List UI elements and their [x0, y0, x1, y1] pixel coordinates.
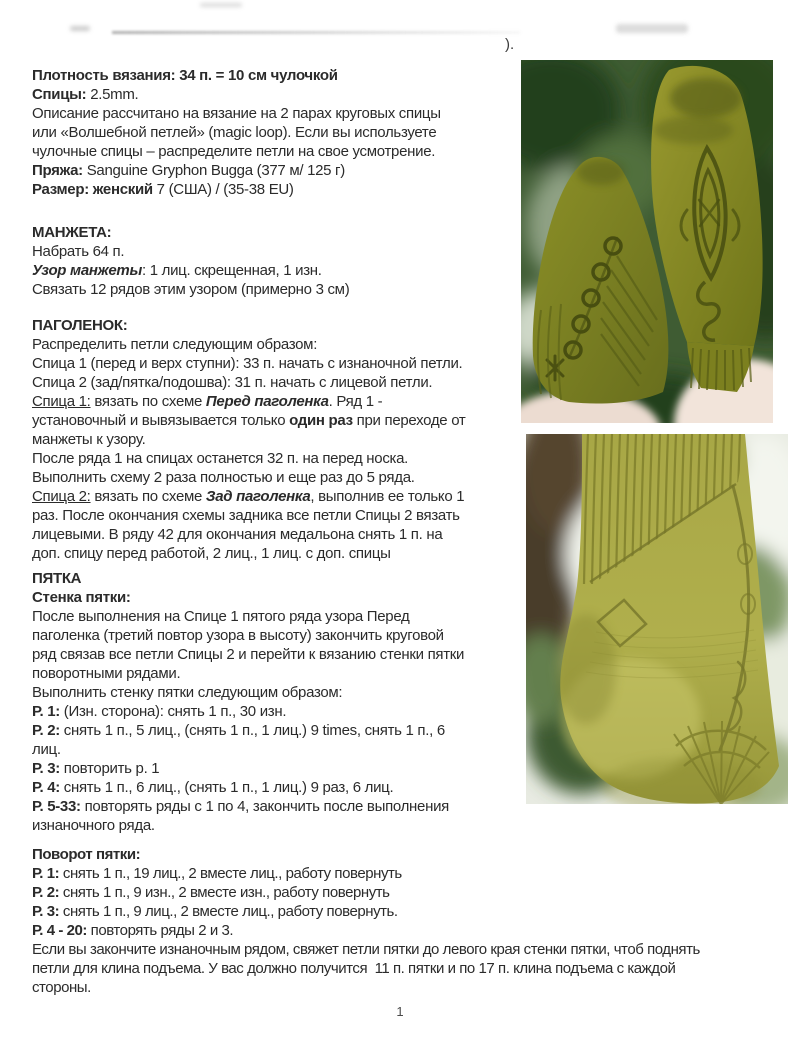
text-run: или «Волшебной петлей» (magic loop). Если вы используете — [32, 124, 437, 141]
text-run: Р. 5-33: — [32, 798, 81, 815]
text-run: повторить р. 1 — [59, 760, 160, 777]
text-run: Р. 3: — [32, 760, 60, 777]
text-run: вязать по схеме — [90, 393, 206, 410]
text-run: Если вы закончите изнаночным рядом, свяжет петли пятки до левого края стенки пятки, чтоб поднять — [32, 941, 700, 958]
text-line — [32, 940, 794, 959]
text-run: Выполнить стенку пятки следующим образом: — [32, 684, 343, 701]
section-heel-turn — [32, 845, 794, 997]
text-run: Зад паголенка — [205, 488, 311, 505]
text-run: Р. 4: — [32, 779, 60, 796]
text-run: снять 1 п., 9 лиц., 2 вместе лиц., работу повернуть. — [59, 903, 398, 920]
text-run: Стенка пятки: — [32, 589, 131, 606]
text-run: снять 1 п., 9 изн., 2 вместе изн., работу повернуть — [59, 884, 390, 901]
text-run: чулочные спицы – распределите петли на свое усмотрение. — [32, 143, 436, 160]
text-run: паголенка (третий повтор узора в высоту) закончить круговой — [32, 627, 444, 644]
text-run: : 1 лиц. скрещенная, 1 изн. — [141, 262, 322, 279]
text-line — [32, 902, 794, 921]
page-number: 1 — [396, 1004, 404, 1019]
text-run: при переходе от — [352, 412, 466, 429]
text-run: изнаночного ряда. — [32, 817, 155, 834]
text-run: доп. спицу перед работой, 2 лиц., 1 лиц. с доп. спицы — [32, 545, 391, 562]
text-line — [32, 845, 794, 864]
text-line — [32, 883, 794, 902]
scan-smudge — [112, 31, 520, 34]
text-run: . Ряд 1 - — [328, 393, 383, 410]
text-run: Спица 1 (перед и верх ступни): 33 п. начать с изнаночной петли. — [32, 355, 463, 372]
text-run: один раз — [289, 412, 353, 429]
text-run: повторять ряды с 1 по 4, закончить после выполнения — [80, 798, 449, 815]
scan-artifact-paren: ). — [505, 36, 515, 53]
text-run: лиц. — [32, 741, 61, 758]
text-line — [32, 959, 794, 978]
text-run: Распределить петли следующим образом: — [32, 336, 318, 353]
text-run: ПАГОЛЕНОК: — [32, 317, 128, 334]
text-run: ПЯТКА — [32, 570, 82, 587]
text-run: вязать по схеме — [90, 488, 206, 505]
text-run: Пряжа: — [32, 162, 83, 179]
socks-pair-photo — [521, 60, 773, 423]
text-run: Р. 3: — [32, 903, 60, 920]
text-run: Спица 1: — [32, 393, 91, 410]
text-run: Размер: женский — [32, 181, 153, 198]
text-line — [32, 921, 794, 940]
heel-sock — [556, 434, 779, 804]
text-run: Перед паголенка — [205, 393, 329, 410]
text-run: раз. После окончания схемы задника все петли Спицы 2 вязать — [32, 507, 460, 524]
text-run: снять 1 п., 5 лиц., (снять 1 п., 1 лиц.) 9 times, снять 1 п., 6 — [59, 722, 445, 739]
text-run: ряд связав все петли Спицы 2 и перейти к вязанию стенки пятки — [32, 646, 465, 663]
text-run: Спицы: — [32, 86, 87, 103]
text-run: Описание рассчитано на вязание на 2 парах круговых спицы — [32, 105, 441, 122]
text-run: лицевыми. В ряду 42 для окончания медальона снять 1 п. на — [32, 526, 443, 543]
text-run: Р. 4 - 20: — [32, 922, 87, 939]
text-run: Выполнить схему 2 раза полностью и еще раз до 5 ряда. — [32, 469, 415, 486]
text-run: Спица 2: — [32, 488, 91, 505]
text-run: поворотными рядами. — [32, 665, 181, 682]
text-run: Р. 2: — [32, 722, 60, 739]
text-run: 7 (США) / (35-38 EU) — [152, 181, 294, 198]
text-run: снять 1 п., 6 лиц., (снять 1 п., 1 лиц.) 9 раз, 6 лиц. — [59, 779, 394, 796]
text-run: Связать 12 рядов этим узором (примерно 3 см) — [32, 281, 350, 298]
text-run: После выполнения на Спице 1 пятого ряда узора Перед — [32, 608, 410, 625]
scan-smudge — [200, 3, 242, 7]
text-line — [32, 816, 794, 835]
text-run: установочный и вывязывается только — [32, 412, 290, 429]
text-run: Sanguine Gryphon Bugga (377 м/ 125 г) — [82, 162, 345, 179]
text-run: Р. 2: — [32, 884, 60, 901]
text-run: Спица 2 (зад/пятка/подошва): 31 п. начать с лицевой петли. — [32, 374, 433, 391]
text-run: Плотность вязания: 34 п. = 10 см чулочкой — [32, 67, 338, 84]
text-run: Узор манжеты — [32, 262, 142, 279]
text-run: (Изн. сторона): снять 1 п., 30 изн. — [59, 703, 287, 720]
scan-smudge — [70, 26, 90, 31]
text-run: повторять ряды 2 и 3. — [86, 922, 234, 939]
text-run: , выполнив ее только 1 — [310, 488, 465, 505]
text-line — [32, 864, 794, 883]
scan-smudge — [616, 24, 688, 33]
text-run: Поворот пятки: — [32, 846, 141, 863]
text-run: 2.5mm. — [86, 86, 139, 103]
text-run: петли для клина подъема. У вас должно получится 11 п. пятки и по 17 п. клина подъема с каждой — [32, 960, 676, 977]
text-run: МАНЖЕТА: — [32, 224, 112, 241]
text-run: Р. 1: — [32, 865, 60, 882]
sock-heel-photo — [526, 434, 788, 804]
text-run: Р. 1: — [32, 703, 60, 720]
text-line — [32, 978, 794, 997]
text-run: манжеты к узору. — [32, 431, 146, 448]
text-run: Набрать 64 п. — [32, 243, 125, 260]
text-run: стороны. — [32, 979, 91, 996]
text-run: снять 1 п., 19 лиц., 2 вместе лиц., работу повернуть — [59, 865, 402, 882]
text-run: После ряда 1 на спицах останется 32 п. на перед носка. — [32, 450, 409, 467]
